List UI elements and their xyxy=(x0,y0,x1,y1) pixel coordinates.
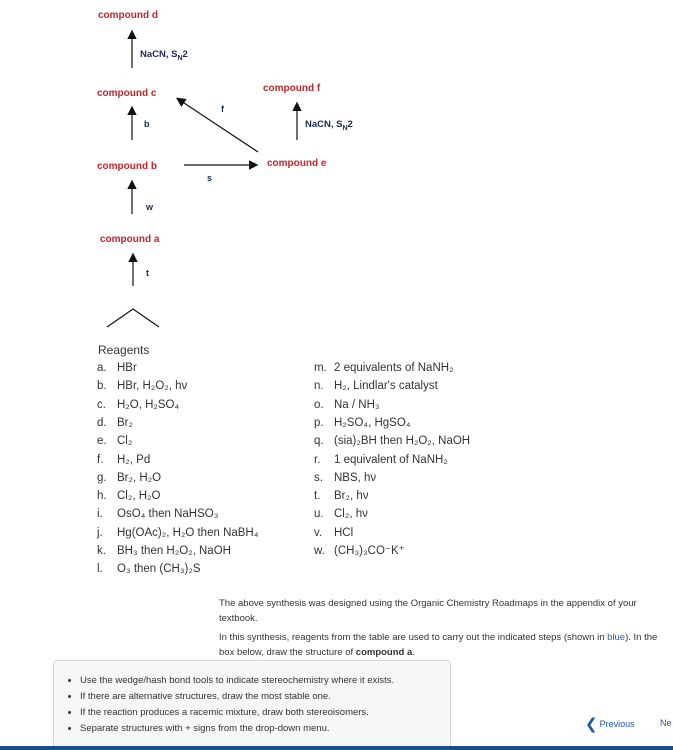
reagent-text: Cl₂ xyxy=(117,435,133,448)
reagent-row xyxy=(97,415,133,432)
reagent-letter: g. xyxy=(97,471,107,484)
reagent-text: H₂O, H₂SO₄ xyxy=(117,398,180,411)
reagent-letter: a. xyxy=(97,362,107,374)
reagent-text: BH₃ then H₂O₂, NaOH xyxy=(117,545,231,557)
reagent-letter: m. xyxy=(314,362,327,374)
reagent-text: HBr, H₂O₂, hν xyxy=(117,380,188,393)
compound-e-label: compound e xyxy=(267,158,327,169)
instructions-box xyxy=(53,660,451,750)
step-a-to-b: w xyxy=(146,202,154,212)
question-description xyxy=(219,596,659,664)
chevron-left-icon: ❮ xyxy=(585,716,598,733)
reagent-letter: l. xyxy=(97,563,103,576)
reagent-letter: v. xyxy=(314,526,323,539)
reagent-row xyxy=(314,452,448,469)
reagent-text: H₂, Pd xyxy=(117,453,151,466)
reagent-letter: t. xyxy=(314,490,321,503)
reagent-letter: i. xyxy=(97,508,103,521)
reagent-text: HBr xyxy=(117,362,137,374)
reagent-row xyxy=(97,506,218,523)
reagent-text: 1 equivalent of NaNH₂ xyxy=(334,453,448,466)
previous-button[interactable] xyxy=(585,715,635,733)
step-start-to-a: t xyxy=(146,268,149,278)
reagent-letter: h. xyxy=(97,490,107,503)
reagent-text: Hg(OAc)₂, H₂O then NaBH₄ xyxy=(117,526,259,539)
reagent-letter: f. xyxy=(97,453,104,466)
reagent-text: Cl₂, hν xyxy=(334,508,368,521)
previous-label: Previous xyxy=(599,719,635,729)
reagent-text: Br₂ xyxy=(117,416,133,429)
starting-material-structure xyxy=(107,309,159,327)
bottom-bar xyxy=(0,746,673,750)
reagent-letter: p. xyxy=(314,416,324,429)
compound-d-label: compound d xyxy=(98,10,158,21)
reagent-text: H₂SO₄, HgSO₄ xyxy=(334,416,411,429)
reagent-row xyxy=(97,378,187,395)
synthesis-scheme xyxy=(0,0,673,340)
reagent-row xyxy=(97,561,201,578)
reagent-letter: o. xyxy=(314,398,324,411)
compound-a-ref: compound a xyxy=(355,647,413,658)
blue-word: blue xyxy=(607,632,626,643)
step-b-to-e: s xyxy=(207,173,213,183)
reagent-text: O₃ then (CH₃)₂S xyxy=(117,563,201,576)
reagent-letter: n. xyxy=(314,380,324,393)
reagent-row xyxy=(314,378,438,395)
reagent-row xyxy=(314,525,353,542)
compound-b-label: compound b xyxy=(97,161,157,172)
reagent-row xyxy=(314,470,376,487)
step-e-to-c: f xyxy=(221,104,224,114)
reagents-title: Reagents xyxy=(98,343,150,357)
reagent-row xyxy=(314,506,368,523)
reagent-letter: k. xyxy=(97,545,106,557)
compound-a-label: compound a xyxy=(100,234,160,245)
reagent-text: 2 equivalents of NaNH₂ xyxy=(334,362,454,374)
reagent-text: Na / NH₃ xyxy=(334,398,380,411)
reagent-letter: j. xyxy=(97,526,103,539)
reagent-text: HCl xyxy=(334,526,354,539)
reagent-row xyxy=(314,415,410,432)
reagent-row xyxy=(314,433,470,450)
reagent-text: (sia)₂BH then H₂O₂, NaOH xyxy=(334,435,471,448)
compound-c-label: compound c xyxy=(97,88,157,99)
reagent-row xyxy=(314,397,380,414)
reagent-letter: u. xyxy=(314,508,324,521)
reagent-row xyxy=(314,360,454,377)
reagent-text: Br₂, hν xyxy=(334,490,369,503)
reagent-text: (CH₃)₃CO⁻K⁺ xyxy=(334,545,405,557)
instruction-item: • Separate structures with + signs from the drop-down menu. xyxy=(80,721,450,737)
reagent-letter: d. xyxy=(97,416,107,429)
reagent-letter: w. xyxy=(314,545,325,557)
reagent-row xyxy=(97,433,132,450)
reagent-row xyxy=(97,470,161,487)
reagent-text: NBS, hν xyxy=(334,471,377,484)
condition-c-to-d: NaCN, $S_N2$ xyxy=(140,49,188,62)
reagent-row xyxy=(97,360,137,377)
reagent-row xyxy=(97,452,150,469)
reagent-row xyxy=(97,543,231,560)
instruction-item: • If the reaction produces a racemic mixture, draw both stereoisomers. xyxy=(80,705,450,721)
reagent-row xyxy=(97,525,258,542)
description-line-2: In this synthesis, reagents from the table are used to carry out the indicated steps (shown in blue). In the box below, draw the structure of compound a. xyxy=(219,632,658,658)
reagent-letter: s. xyxy=(314,471,323,484)
next-label: Ne xyxy=(660,718,672,728)
condition-e-to-f: NaCN, $S_N2$ xyxy=(305,119,353,132)
step-b-to-c: b xyxy=(144,119,150,129)
instruction-item: • Use the wedge/hash bond tools to indicate stereochemistry where it exists. xyxy=(80,673,450,689)
reagent-text: OsO₄ then NaHSO₃ xyxy=(117,508,219,521)
reagent-letter: b. xyxy=(97,380,107,393)
reagent-row xyxy=(314,488,369,505)
instruction-item: • If there are alternative structures, draw the most stable one. xyxy=(80,689,450,705)
reagent-letter: e. xyxy=(97,435,107,448)
reagent-letter: r. xyxy=(314,453,321,466)
reagent-text: H₂, Lindlar's catalyst xyxy=(334,380,438,393)
instructions-list xyxy=(54,673,450,737)
reagent-row xyxy=(97,397,179,414)
next-button[interactable] xyxy=(660,718,672,728)
reagent-row xyxy=(97,488,160,505)
reagent-row xyxy=(314,543,405,560)
arrow-e-to-c xyxy=(178,99,258,152)
compound-f-label: compound f xyxy=(263,83,321,94)
description-line-1: The above synthesis was designed using the Organic Chemistry Roadmaps in the appendix of your textbook. xyxy=(219,598,637,624)
reagent-letter: c. xyxy=(97,398,106,411)
reagent-text: Cl₂, H₂O xyxy=(117,490,161,503)
reagent-letter: q. xyxy=(314,435,324,448)
reagent-text: Br₂, H₂O xyxy=(117,471,162,484)
